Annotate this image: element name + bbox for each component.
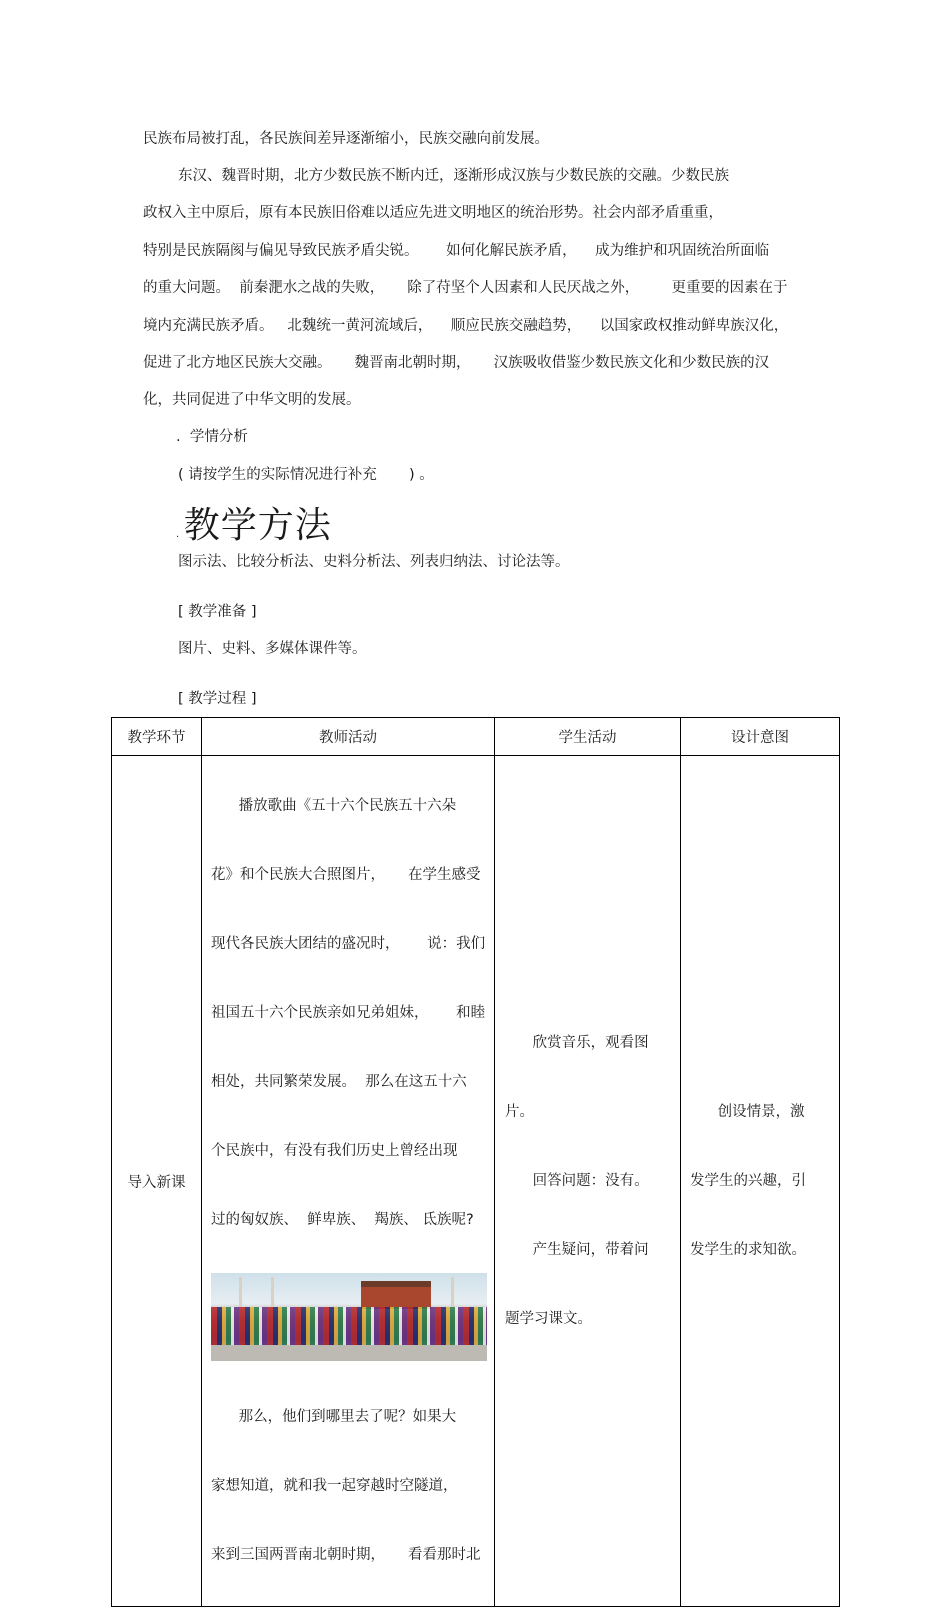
teacher-line: 花》和个民族大合照图片， 在学生感受 [211, 867, 481, 883]
paragraph-line-6: 境内充满民族矛盾。 北魏统一黄河流域后， 顺应民族交融趋势， 以国家政权推动鲜卑族汉化， [143, 318, 789, 334]
paragraph-line-4: 特别是民族隔阂与偏见导致民族矛盾尖锐。 如何化解民族矛盾， 成为维护和巩固统治所面临 [143, 243, 770, 259]
method-marker: . [176, 529, 180, 540]
paragraph-line-7: 促进了北方地区民族大交融。 魏晋南北朝时期， 汉族吸收借鉴少数民族文化和少数民族的汉 [143, 355, 770, 371]
header-intent: 设计意图 [681, 718, 840, 756]
paragraph-line-3: 政权入主中原后，原有本民族旧俗难以适应先进文明地区的统治形势。社会内部矛盾重重， [143, 205, 723, 221]
method-heading [176, 497, 332, 548]
teacher-line: 家想知道，就和我一起穿越时空隧道， [211, 1478, 458, 1494]
intent-line: 创设情景，激 [690, 1103, 805, 1120]
paragraph-line-1: 民族布局被打乱，各民族间差异逐渐缩小，民族交融向前发展。 [143, 131, 549, 147]
teacher-line: 来到三国两晋南北朝时期， 看看那时北 [211, 1547, 481, 1563]
stage-cell [112, 756, 202, 1607]
xueqing-title: 学情分析 [189, 429, 248, 445]
teaching-process-table [111, 717, 840, 1607]
process-title: [ 教学过程 ] [178, 691, 257, 707]
intent-line: 发学生的兴趣，引 [690, 1172, 806, 1189]
teacher-line: 相处，共同繁荣发展。 那么在这五十六 [211, 1074, 467, 1090]
photo-crowd [211, 1307, 487, 1345]
photo-pole [271, 1277, 274, 1309]
photo-gate [361, 1281, 431, 1309]
student-line: 欣赏音乐，观看图 [505, 1034, 649, 1051]
student-cell [495, 756, 681, 1607]
photo-pole [239, 1277, 242, 1309]
student-line: 题学习课文。 [505, 1310, 592, 1327]
paragraph-line-5: 的重大问题。 前秦淝水之战的失败， 除了苻坚个人因素和人民厌战之外， 更重要的因素在于 [143, 280, 788, 296]
xueqing-marker: . [176, 429, 181, 445]
paragraph-line-8: 化，共同促进了中华文明的发展。 [143, 392, 361, 408]
table-row [112, 756, 840, 1607]
photo-pole [451, 1277, 454, 1309]
method-title: 教学方法 [183, 505, 332, 546]
table-header-row [112, 718, 840, 756]
teacher-line: 祖国五十六个民族亲如兄弟姐妹， 和睦 [211, 1005, 486, 1021]
paragraph-line-2: 东汉、魏晋时期，北方少数民族不断内迁，逐渐形成汉族与少数民族的交融。少数民族 [178, 168, 729, 184]
xueqing-heading [176, 425, 248, 446]
teacher-cell [202, 756, 495, 1607]
prep-content: 图片、史料、多媒体课件等。 [178, 641, 367, 657]
teacher-line: 现代各民族大团结的盛况时， 说：我们 [211, 936, 486, 952]
photo-ground [211, 1345, 487, 1361]
teacher-line: 播放歌曲《五十六个民族五十六朵 [211, 798, 457, 814]
teacher-line: 过的匈奴族、 鲜卑族、 羯族、 氐族呢? [211, 1212, 474, 1228]
header-student: 学生活动 [495, 718, 681, 756]
header-teacher: 教师活动 [202, 718, 495, 756]
ethnic-group-photo [211, 1273, 487, 1361]
prep-title: [ 教学准备 ] [178, 604, 257, 620]
student-line: 片。 [505, 1103, 534, 1120]
stage-label: 导入新课 [127, 1174, 186, 1191]
intent-line: 发学生的求知欲。 [690, 1241, 806, 1258]
intent-cell [681, 756, 840, 1607]
teacher-line: 个民族中，有没有我们历史上曾经出现 [211, 1143, 458, 1159]
xueqing-note: ( 请按学生的实际情况进行补充 ) 。 [178, 467, 434, 483]
teacher-line: 那么，他们到哪里去了呢？如果大 [211, 1409, 457, 1425]
header-stage: 教学环节 [112, 718, 202, 756]
student-line: 回答问题：没有。 [505, 1172, 649, 1189]
student-line: 产生疑问，带着问 [505, 1241, 649, 1258]
method-content: 图示法、比较分析法、史料分析法、列表归纳法、讨论法等。 [178, 554, 570, 570]
